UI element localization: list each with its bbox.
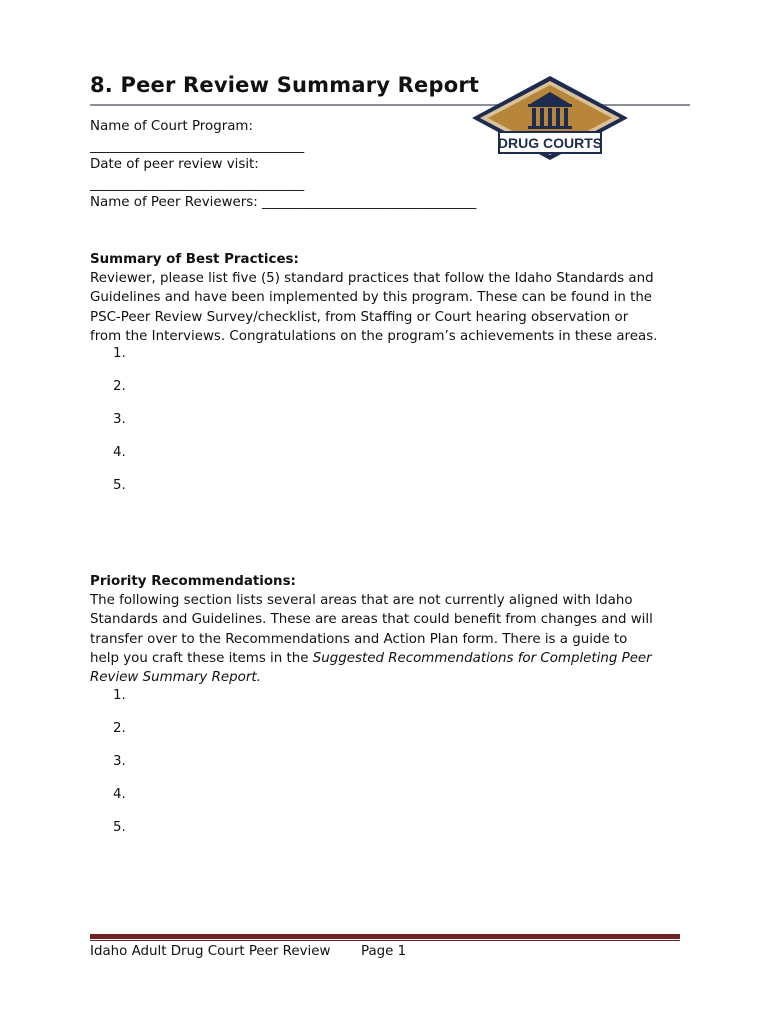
priority-paragraph: [90, 591, 685, 687]
guide-title: Suggested Recommendations for Completing Peer: [312, 650, 652, 666]
paragraph-line: [90, 649, 685, 668]
list-item: 1.: [113, 346, 126, 361]
priority-section: [90, 572, 690, 687]
paragraph-line: from the Interviews. Congratulations on the program’s achievements in these areas.: [90, 328, 658, 344]
page-title: 8. Peer Review Summary Report: [90, 73, 480, 97]
court-program-label: Name of Court Program:: [90, 119, 253, 134]
paragraph-text: help you craft these items in the: [90, 650, 313, 666]
paragraph-line: Standards and Guidelines. These are areas that could benefit from changes and will: [90, 612, 653, 628]
paragraph-line: The following section lists several areas that are not currently aligned with Idaho: [90, 593, 633, 609]
guide-title-cont: Review Summary Report.: [90, 670, 261, 686]
visit-date-label: Date of peer review visit:: [90, 157, 259, 172]
paragraph-line: Reviewer, please list five (5) standard practices that follow the Idaho Standards and: [90, 271, 654, 287]
best-practices-heading: Summary of Best Practices:: [90, 252, 299, 267]
list-item: 3.: [113, 754, 126, 769]
best-practices-paragraph: [90, 269, 685, 346]
paragraph-line: transfer over to the Recommendations and Action Plan form. There is a guide to: [90, 631, 628, 647]
list-item: 1.: [113, 688, 126, 703]
best-practices-section: [90, 250, 690, 346]
list-item: 2.: [113, 379, 126, 394]
visit-date-line[interactable]: ________________________________: [90, 177, 305, 192]
footer-title: Idaho Adult Drug Court Peer Review: [90, 944, 331, 959]
list-item: 4.: [113, 787, 126, 802]
list-item: 4.: [113, 445, 126, 460]
list-item: 5.: [113, 820, 126, 835]
drug-courts-logo: [470, 74, 630, 162]
page-number: Page 1: [361, 944, 407, 959]
list-item: 3.: [113, 412, 126, 427]
court-program-line[interactable]: ________________________________: [90, 139, 305, 154]
paragraph-line: [90, 668, 685, 687]
logo-text: DRUG COURTS: [497, 135, 603, 151]
list-item: 5.: [113, 478, 126, 493]
priority-heading: Priority Recommendations:: [90, 574, 296, 589]
paragraph-line: PSC-Peer Review Survey/checklist, from Staffing or Court hearing observation or: [90, 309, 629, 325]
footer-divider-thin: [90, 940, 680, 941]
footer-divider: [90, 934, 680, 939]
peer-reviewers-field[interactable]: Name of Peer Reviewers: ________________________________: [90, 195, 477, 210]
paragraph-line: Guidelines and have been implemented by this program. These can be found in the: [90, 290, 653, 306]
list-item: 2.: [113, 721, 126, 736]
